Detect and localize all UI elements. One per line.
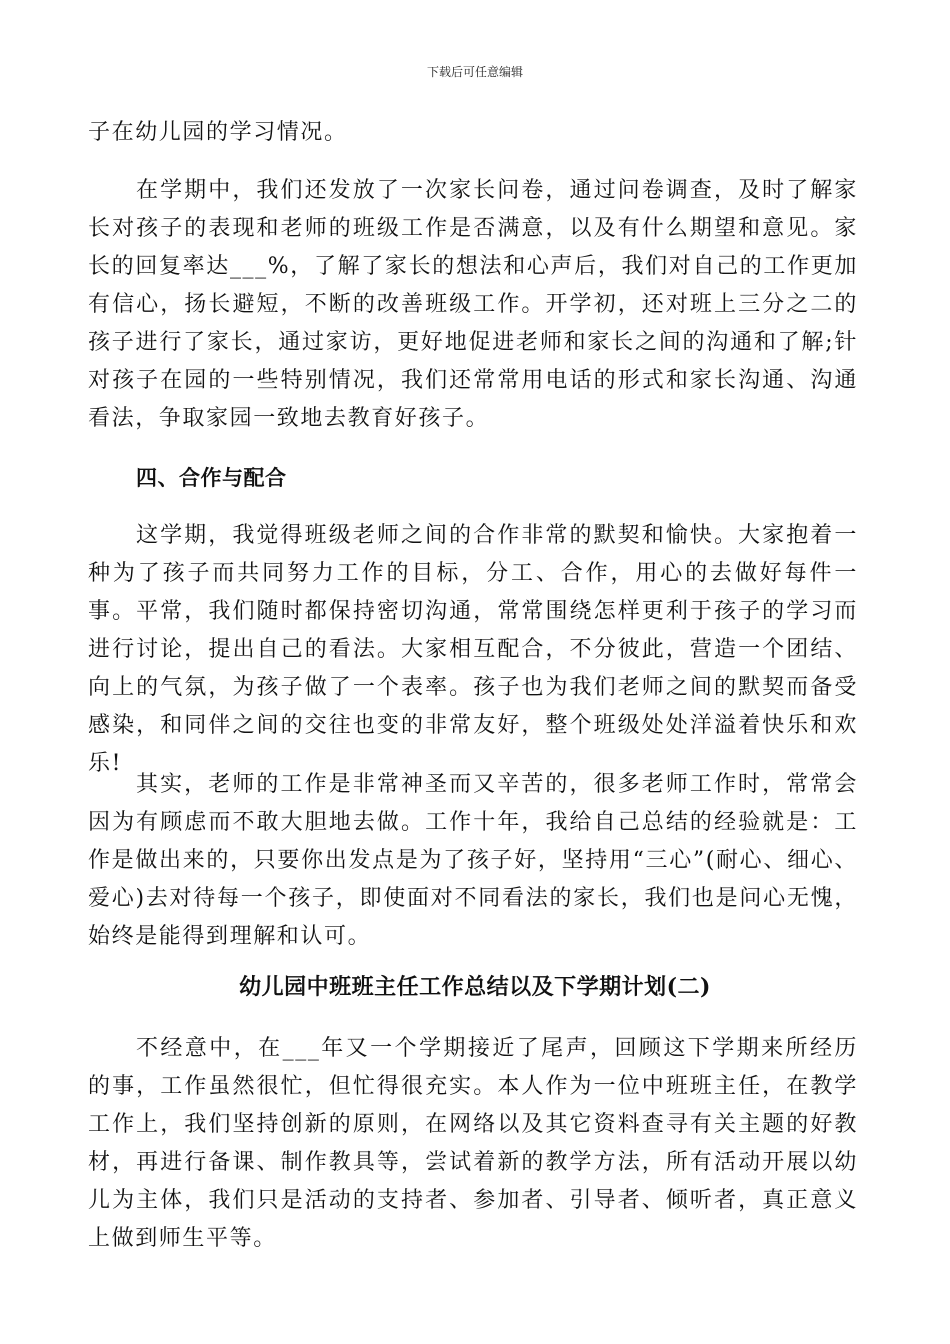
- paragraph-experience: 其实，老师的工作是非常神圣而又辛苦的，很多老师工作时，常常会因为有顾虑而不敢大胆地去做。工作十年，我给自己总结的经验就是：工作是做出来的，只要你出发点是为了孩子好，坚持用“三心”(耐心、细心、爱心)去对待每一个孩子，即使面对不同看法的家长，我们也是问心无愧，始终是能得到理解和认可。: [88, 772, 858, 949]
- page-header: 下载后可任意编辑: [426, 65, 523, 79]
- paragraph-teamwork: 这学期，我觉得班级老师之间的合作非常的默契和愉快。大家抱着一种为了孩子而共同努力工作的目标，分工、合作，用心的去做好每件一事。平常，我们随时都保持密切沟通，常常围绕怎样更利于孩子的学习而进行讨论，提出自己的看法。大家相互配合，不分彼此，营造一个团结、向上的气氛，为孩子做了一个表率。孩子也为我们老师之间的默契而备受感染，和同伴之间的交往也变的非常友好，整个班级处处洋溢着快乐和欢乐!: [88, 523, 858, 776]
- paragraph-semester-review: 不经意中，在___年又一个学期接近了尾声，回顾这下学期来所经历的事，工作虽然很忙，但忙得很充实。本人作为一位中班班主任，在教学工作上，我们坚持创新的原则，在网络以及其它资料查寻有关主题的好教材，再进行备课、制作教具等，尝试着新的教学方法，所有活动开展以幼儿为主体，我们只是活动的支持者、参加者、引导者、倾听者，真正意义上做到师生平等。: [88, 1036, 858, 1251]
- document-title-part-two: 幼儿园中班班主任工作总结以及下学期计划(二): [239, 974, 711, 1000]
- paragraph-questionnaire: 在学期中，我们还发放了一次家长问卷，通过问卷调查，及时了解家长对孩子的表现和老师的班级工作是否满意，以及有什么期望和意见。家长的回复率达___%，了解了家长的想法和心声后，我们对自己的工作更加有信心，扬长避短，不断的改善班级工作。开学初，还对班上三分之二的孩子进行了家长，通过家访，更好地促进老师和家长之间的沟通和了解;针对孩子在园的一些特别情况，我们还常常用电话的形式和家长沟通、沟通看法，争取家园一致地去教育好孩子。: [88, 178, 858, 431]
- section-heading-cooperation: 四、合作与配合: [136, 465, 287, 490]
- paragraph-continuation: 子在幼儿园的学习情况。: [88, 120, 348, 145]
